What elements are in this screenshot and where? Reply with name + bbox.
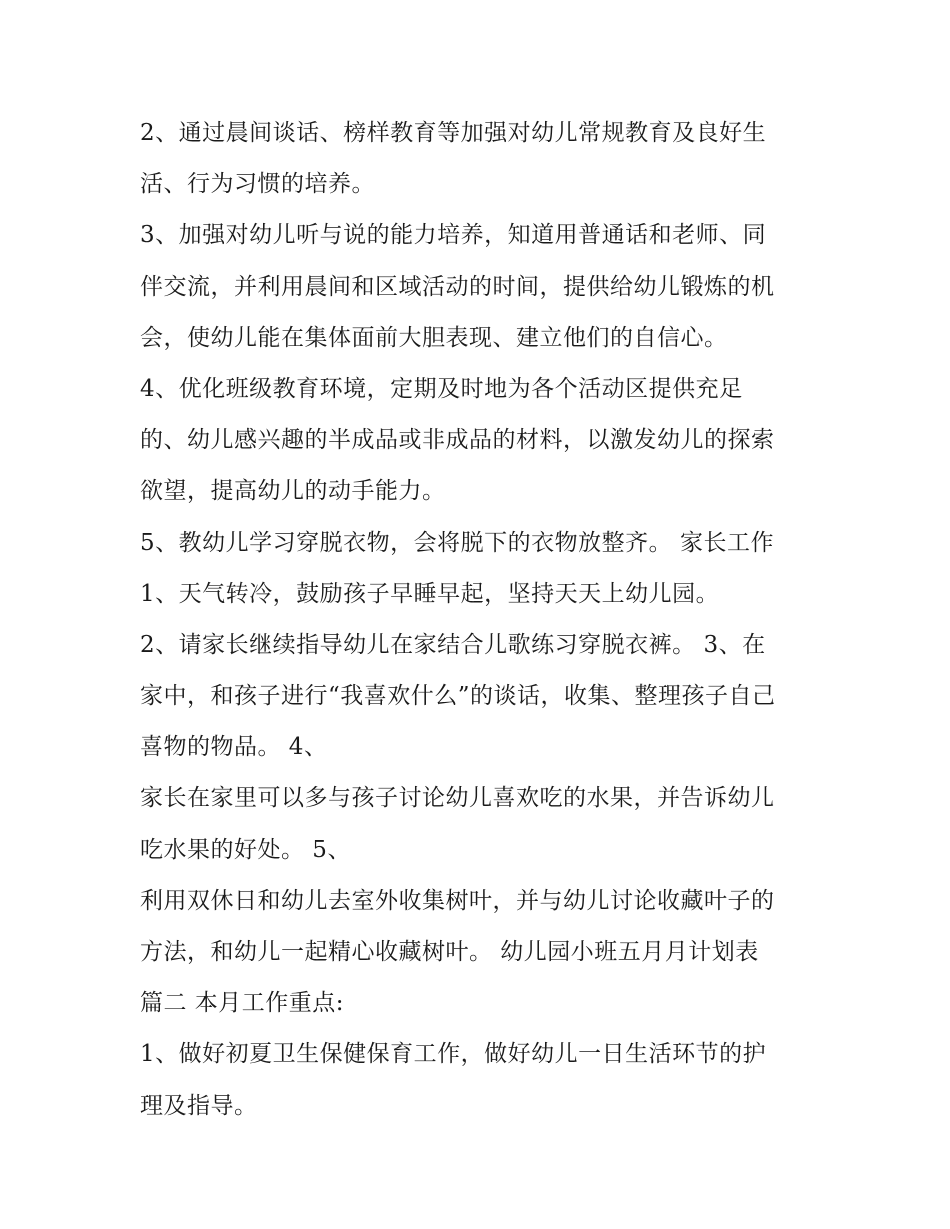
document-body — [140, 108, 820, 1132]
text-line-5: 会，使幼儿能在集体面前大胆表现、建立他们的自信心。 — [140, 324, 728, 351]
text-line-17: 方法，和幼儿一起精心收藏树叶。 幼儿园小班五月月计划表 — [140, 939, 759, 965]
text-line-14: 家长在家里可以多与孩子讨论幼儿喜欢吃的水果，并告诉幼儿 — [140, 785, 775, 812]
text-line-1: 2、通过晨间谈话、榜样教育等加强对幼儿常规教育及良好生 — [140, 120, 767, 146]
text-line-15: 吃水果的好处。 5、 — [140, 836, 351, 863]
text-line-19: 1、做好初夏卫生保健保育工作，做好幼儿一日生活环节的护 — [140, 1041, 767, 1068]
text-line-10: 1、天气转冷，鼓励孩子早睡早起，坚持天天上幼儿园。 — [140, 580, 720, 607]
text-line-4: 伴交流，并利用晨间和区域活动的时间，提供给幼儿锻炼的机 — [140, 273, 775, 300]
text-line-11: 2、请家长继续指导幼儿在家结合儿歌练习穿脱衣裤。 3、在 — [140, 631, 766, 658]
text-line-12: 家中，和孩子进行“我喜欢什么”的谈话，收集、整理孩子自己 — [140, 683, 776, 710]
text-line-18: 篇二 本月工作重点: — [140, 990, 345, 1017]
text-line-6: 4、优化班级教育环境，定期及时地为各个活动区提供充足 — [140, 375, 743, 402]
text-line-3: 3、加强对幼儿听与说的能力培养，知道用普通话和老师、同 — [140, 222, 767, 249]
text-line-13: 喜物的物品。 4、 — [140, 734, 328, 761]
text-line-7: 的、幼儿感兴趣的半成品或非成品的材料，以激发幼儿的探索 — [140, 427, 775, 454]
text-line-2: 活、行为习惯的培养。 — [140, 171, 375, 198]
text-line-16: 利用双休日和幼儿去室外收集树叶，并与幼儿讨论收藏叶子的 — [140, 887, 775, 914]
text-line-20: 理及指导。 — [140, 1092, 258, 1119]
text-line-8: 欲望，提高幼儿的动手能力。 — [140, 478, 446, 505]
text-line-9: 5、教幼儿学习穿脱衣物，会将脱下的衣物放整齐。 家长工作 — [140, 529, 774, 556]
